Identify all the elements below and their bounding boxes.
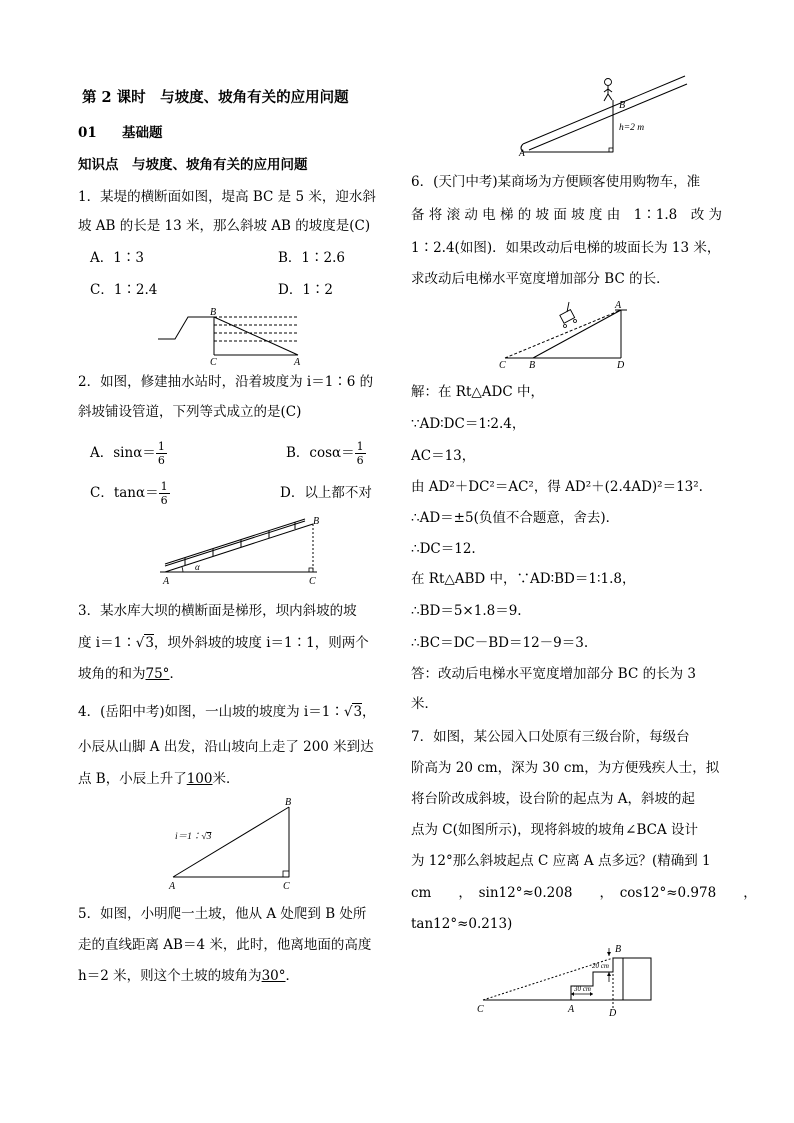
q5-figure: [515, 72, 695, 158]
q4-label-b: B: [285, 797, 292, 808]
q5-label-b: B: [619, 100, 626, 111]
q1-option-a: A．1∶3: [90, 250, 144, 266]
q7-label-depth: 30 cm: [574, 985, 591, 993]
q6-line-2: 备 将 滚 动 电 梯 的 坡 面 坡 度 由 1∶1.8 改 为: [411, 207, 723, 223]
q7-line-7: tan12°≈0.213): [411, 916, 513, 932]
q3-line-2: 度 i＝1∶√3，坝外斜坡的坡度 i＝1∶1，则两个: [78, 635, 369, 651]
q2-figure: [155, 518, 325, 586]
q6-figure: [495, 298, 645, 372]
q5-label-a: A: [519, 149, 525, 159]
q4-line-1: 4．(岳阳中考)如图，一山坡的坡度为 i＝1∶√3，: [78, 704, 376, 720]
q6-label-d: D: [617, 360, 625, 371]
q7-line-3: 将台阶改成斜坡，设台阶的起点为 A，斜坡的起: [411, 791, 696, 807]
q4-label-c: C: [283, 881, 290, 892]
q2-option-b: B．cosα＝ $\frac{1}{6}$: [286, 440, 364, 467]
q5-line-2: 走的直线距离 AB＝4 米，此时，他离地面的高度: [78, 937, 372, 953]
q2-label-a: A: [163, 576, 170, 587]
section-number: 01: [78, 125, 97, 141]
section-name: 基础题: [122, 125, 163, 141]
q1-option-c: C．1∶2.4: [90, 282, 158, 298]
q6-solution-6: ∴DC＝12.: [411, 541, 476, 557]
q4-line-3: 点 B，小辰上升了100米．: [78, 771, 240, 787]
q1-option-b: B．1∶2.6: [278, 250, 345, 266]
q4-line-2: 小辰从山脚 A 出发，沿山坡向上走了 200 米到达: [78, 739, 374, 755]
q6-solution-7: 在 Rt△ABD 中，∵AD∶BD＝1∶1.8，: [411, 571, 636, 587]
q1-label-b: B: [210, 307, 217, 318]
q7-label-height: 20 cm: [592, 962, 609, 970]
q5-line-3: h＝2 米，则这个土坡的坡角为30°．: [78, 968, 300, 984]
q2-option-c: C．tanα＝ $\frac{1}{6}$: [90, 480, 168, 507]
q5-answer: 30°: [261, 968, 286, 984]
q3-line-1: 3．某水库大坝的横断面是梯形，坝内斜坡的坡: [78, 603, 357, 619]
q6-line-3: 1∶2.4(如图)．如果改动后电梯的坡面长为 13 米，: [411, 240, 721, 256]
q6-solution-1: 解：在 Rt△ADC 中，: [411, 384, 544, 400]
q6-solution-8: ∴BD＝5×1.8＝9.: [411, 603, 522, 619]
q2-option-d: D．以上都不对: [280, 485, 372, 501]
q5-label-h: h=2 m: [619, 123, 645, 133]
q6-label-b: B: [529, 360, 536, 371]
q6-solution-4: 由 AD²＋DC²＝AC²，得 AD²＋(2.4AD)²＝13².: [411, 479, 703, 495]
q7-line-1: 7．如图，某公园入口处原有三级台阶，每级台: [411, 729, 690, 745]
q1-label-c: C: [210, 357, 217, 368]
q6-solution-2: ∵AD∶DC＝1∶2.4，: [411, 416, 526, 432]
q4-label-a: A: [169, 881, 176, 892]
q6-solution-9: ∴BC＝DC－BD＝12－9＝3.: [411, 635, 589, 651]
q1-label-a: A: [294, 357, 301, 368]
q2-label-b: B: [313, 516, 320, 527]
q1-option-d: D．1∶2: [278, 282, 334, 298]
q6-solution-5: ∴AD＝±5(负值不合题意，舍去)．: [411, 510, 620, 526]
q2-label-alpha: α: [195, 562, 200, 572]
q3-line-3: 坡角的和为75°．: [78, 666, 183, 682]
q2-option-a: A．sinα＝ $\frac{1}{6}$: [90, 440, 165, 467]
q5-line-1: 5．如图，小明爬一土坡，他从 A 处爬到 B 处所: [78, 906, 367, 922]
q7-line-2: 阶高为 20 cm，深为 30 cm，为方便残疾人士，拟: [411, 760, 720, 776]
person-icon: [605, 79, 612, 86]
q7-line-4: 点为 C(如图所示)，现将斜坡的坡角∠BCA 设计: [411, 822, 699, 838]
q7-label-c: C: [477, 1004, 484, 1015]
q4-figure: [165, 795, 305, 893]
q2-label-c: C: [309, 576, 316, 587]
q6-answer-1: 答：改动后电梯水平宽度增加部分 BC 的长为 3: [411, 666, 696, 682]
q6-solution-3: AC＝13，: [411, 448, 476, 464]
q7-label-b: B: [615, 944, 622, 955]
q6-answer-2: 米．: [411, 696, 438, 712]
page-title: 第 2 课时 与坡度、坡角有关的应用问题: [82, 89, 349, 106]
q3-answer: 75°: [145, 666, 170, 682]
q7-label-a: A: [568, 1004, 575, 1015]
q1-figure: [150, 305, 310, 367]
q4-ratio-label: i＝1∶√3: [175, 832, 212, 842]
q6-line-4: 求改动后电梯水平宽度增加部分 BC 的长．: [411, 271, 670, 287]
q1-line-1: 1．某堤的横断面如图，堤高 BC 是 5 米，迎水斜: [78, 189, 376, 205]
q6-label-c: C: [499, 360, 506, 371]
knowledge-point: 知识点 与坡度、坡角有关的应用问题: [78, 157, 308, 173]
q7-label-d: D: [609, 1008, 617, 1019]
q7-line-5: 为 12°那么斜坡起点 C 应离 A 点多远？(精确到 1: [411, 853, 711, 869]
q7-line-6: cm ， sin12°≈0.208 ， cos12°≈0.978 ，: [411, 885, 757, 901]
q1-line-2: 坡 AB 的长是 13 米，那么斜坡 AB 的坡度是(C): [78, 218, 371, 234]
q4-answer: 100: [186, 771, 213, 787]
q7-figure: [475, 942, 665, 1020]
q6-line-1: 6．(天门中考)某商场为方便顾客使用购物车，准: [411, 174, 701, 190]
q6-label-a: A: [615, 300, 622, 311]
q2-line-2: 斜坡铺设管道，下列等式成立的是(C): [78, 404, 302, 420]
q2-line-1: 2．如图，修建抽水站时，沿着坡度为 i＝1∶6 的: [78, 374, 374, 390]
